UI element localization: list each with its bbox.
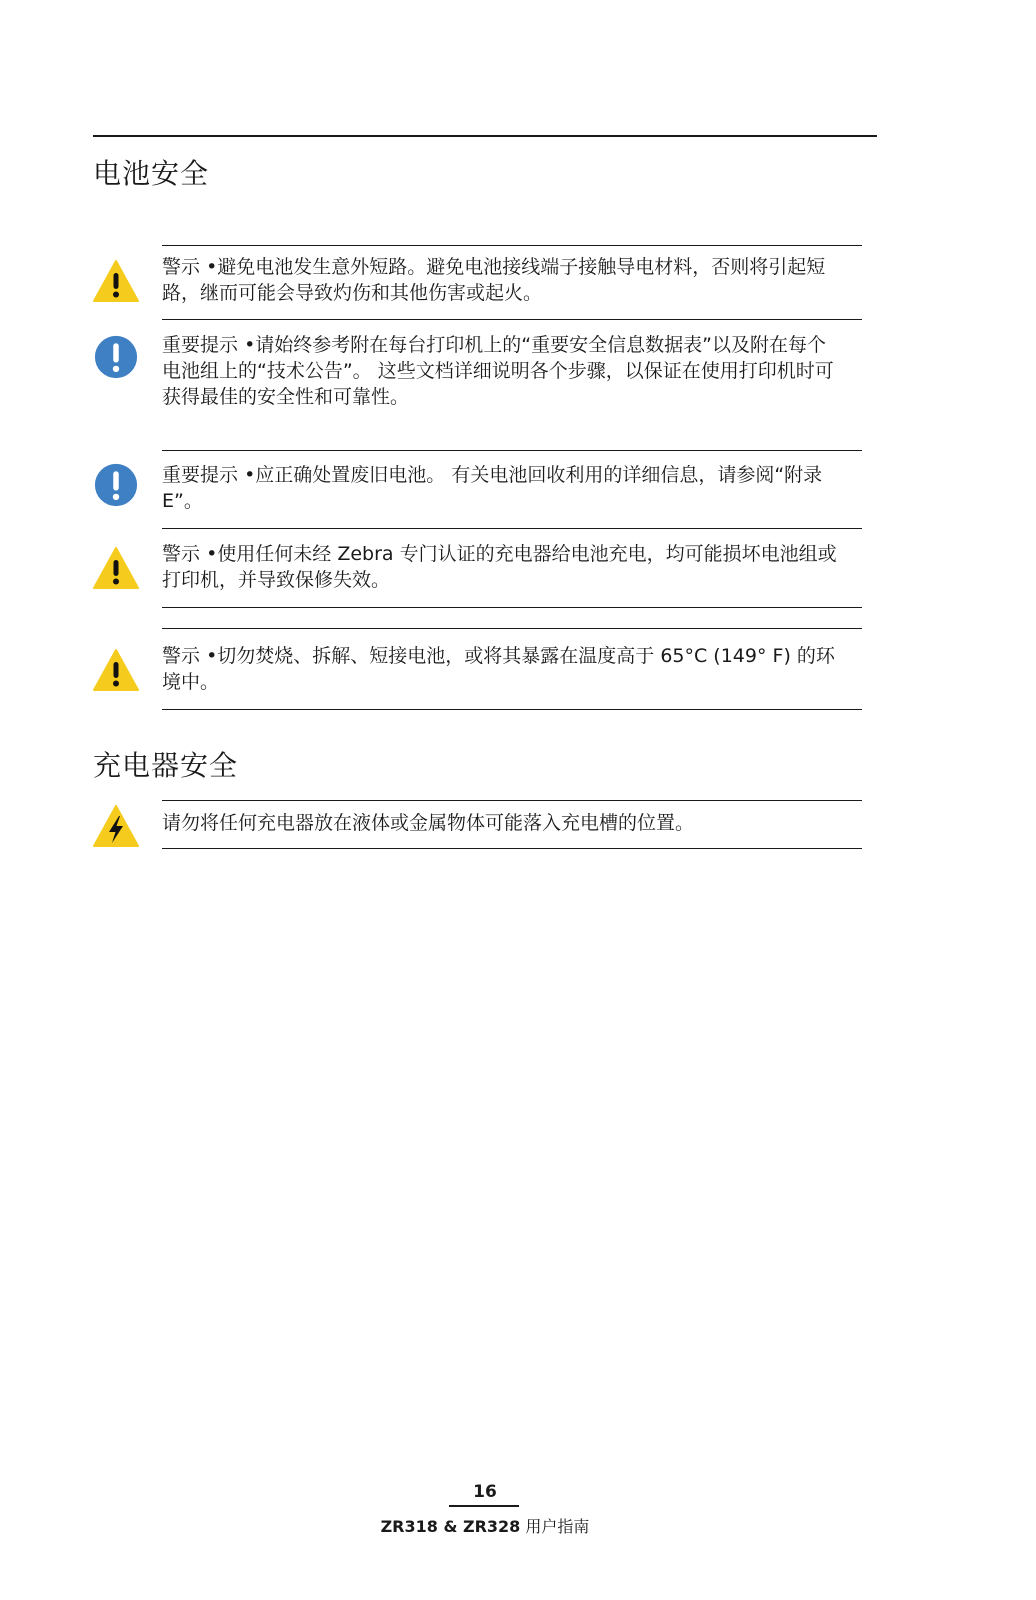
battery-notice-2 bbox=[162, 332, 842, 410]
notice-body: 避免电池发生意外短路。避免电池接线端子接触导电材料，否则将引起短路，继而可能会导致灼伤和其他伤害或起火。 bbox=[162, 256, 826, 304]
battery-section-title: 电池安全 bbox=[93, 157, 210, 190]
warning-exclamation-icon bbox=[92, 648, 140, 692]
charger-notice-1 bbox=[162, 810, 842, 836]
footer-guide: 用户指南 bbox=[525, 1517, 590, 1536]
notice-divider bbox=[162, 709, 862, 710]
page-number: 16 bbox=[473, 1482, 497, 1502]
notice-divider bbox=[162, 628, 862, 629]
warning-exclamation-icon bbox=[92, 546, 140, 590]
footer-divider bbox=[449, 1505, 519, 1507]
charger-section-title: 充电器安全 bbox=[93, 749, 239, 782]
notice-label: 重要提示 bbox=[162, 464, 239, 486]
notice-label: 警示 bbox=[162, 256, 201, 278]
footer-model: ZR318 & ZR328 bbox=[380, 1517, 521, 1536]
notice-divider bbox=[162, 800, 862, 801]
notice-label: 警示 bbox=[162, 543, 201, 565]
battery-notice-4 bbox=[162, 541, 842, 593]
notice-divider bbox=[162, 607, 862, 608]
battery-notice-3 bbox=[162, 462, 842, 514]
battery-notice-5 bbox=[162, 643, 842, 695]
notice-bullet: • bbox=[206, 256, 218, 278]
notice-bullet: • bbox=[244, 464, 256, 486]
notice-bullet: • bbox=[206, 543, 218, 565]
important-info-icon bbox=[92, 463, 140, 507]
top-divider bbox=[93, 135, 877, 137]
notice-body: 使用任何未经 Zebra 专门认证的充电器给电池充电，均可能损坏电池组或打印机，并导致保修失效。 bbox=[162, 543, 837, 591]
notice-divider bbox=[162, 319, 862, 320]
notice-body: 切勿焚烧、拆解、短接电池，或将其暴露在温度高于 65°C (149° F) 的环境中。 bbox=[162, 645, 835, 693]
notice-body: 应正确处置废旧电池。 有关电池回收利用的详细信息，请参阅“附录 E”。 bbox=[162, 464, 823, 512]
notice-body: 请勿将任何充电器放在液体或金属物体可能落入充电槽的位置。 bbox=[162, 812, 695, 834]
important-info-icon bbox=[92, 335, 140, 379]
electrical-hazard-icon bbox=[92, 804, 140, 848]
notice-body: 请始终参考附在每台打印机上的“重要安全信息数据表”以及附在每个电池组上的“技术公告”。 这些文档详细说明各个步骤，以保证在使用打印机时可获得最佳的安全性和可靠性。 bbox=[162, 334, 834, 408]
notice-divider bbox=[162, 245, 862, 246]
battery-notice-1 bbox=[162, 254, 842, 306]
footer-document-title bbox=[340, 1514, 630, 1537]
notice-divider bbox=[162, 848, 862, 849]
notice-label: 重要提示 bbox=[162, 334, 239, 356]
notice-bullet: • bbox=[206, 645, 218, 667]
warning-exclamation-icon bbox=[92, 259, 140, 303]
notice-divider bbox=[162, 450, 862, 451]
notice-label: 警示 bbox=[162, 645, 201, 667]
notice-divider bbox=[162, 528, 862, 529]
notice-bullet: • bbox=[244, 334, 256, 356]
